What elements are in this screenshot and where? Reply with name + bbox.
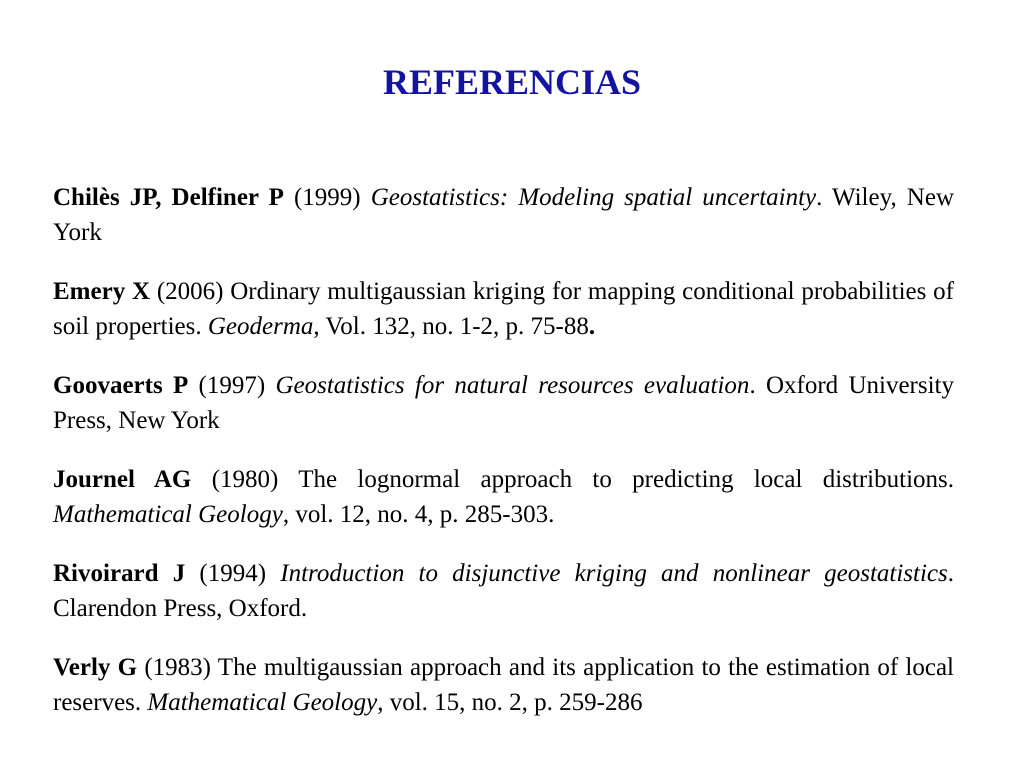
reference-year: (1997) xyxy=(188,372,276,399)
reference-volume: , Vol. 132, no. 1-2, p. 75-88 xyxy=(313,313,589,340)
reference-year: (1994) xyxy=(185,560,281,587)
reference-item xyxy=(53,368,954,438)
reference-publisher: . Wiley, New York xyxy=(53,184,954,246)
reference-title: Geostatistics for natural resources evaluation xyxy=(275,372,750,399)
reference-journal: Geoderma xyxy=(207,313,314,340)
reference-authors: Goovaerts P xyxy=(53,372,189,399)
page-title: REFERENCIAS xyxy=(382,62,642,102)
reference-volume: , vol. 12, no. 4, p. 285-303. xyxy=(282,501,555,528)
reference-list xyxy=(53,180,954,744)
reference-year-title: (2006) Ordinary multigaussian kriging for mapping conditional probabilities of soil properties. xyxy=(53,278,954,340)
reference-item xyxy=(53,650,954,720)
reference-publisher: . Oxford University Press, New York xyxy=(53,372,954,434)
reference-authors: Verly G xyxy=(53,654,138,681)
reference-title: Introduction to disjunctive kriging and nonlinear geostatistics xyxy=(280,560,948,587)
reference-item xyxy=(53,274,954,344)
reference-journal: Mathematical Geology xyxy=(147,689,378,716)
reference-authors: Chilès JP, Delfiner P xyxy=(53,184,284,211)
reference-item xyxy=(53,180,954,250)
reference-volume: , vol. 15, no. 2, p. 259-286 xyxy=(377,689,643,716)
reference-year-title: (1983) The multigaussian approach and its application to the estimation of local reserves. xyxy=(53,654,954,716)
reference-journal: Mathematical Geology xyxy=(53,501,283,528)
reference-authors: Emery X xyxy=(53,278,151,305)
reference-end-mark: . xyxy=(588,313,596,340)
reference-item xyxy=(53,462,954,532)
reference-authors: Journel AG xyxy=(53,466,192,493)
reference-publisher: . Clarendon Press, Oxford. xyxy=(53,560,954,622)
reference-year-title: (1980) The lognormal approach to predicting local distributions. xyxy=(191,466,954,493)
reference-year: (1999) xyxy=(283,184,371,211)
reference-item xyxy=(53,556,954,626)
reference-authors: Rivoirard J xyxy=(53,560,186,587)
reference-title: Geostatistics: Modeling spatial uncertainty xyxy=(370,184,817,211)
